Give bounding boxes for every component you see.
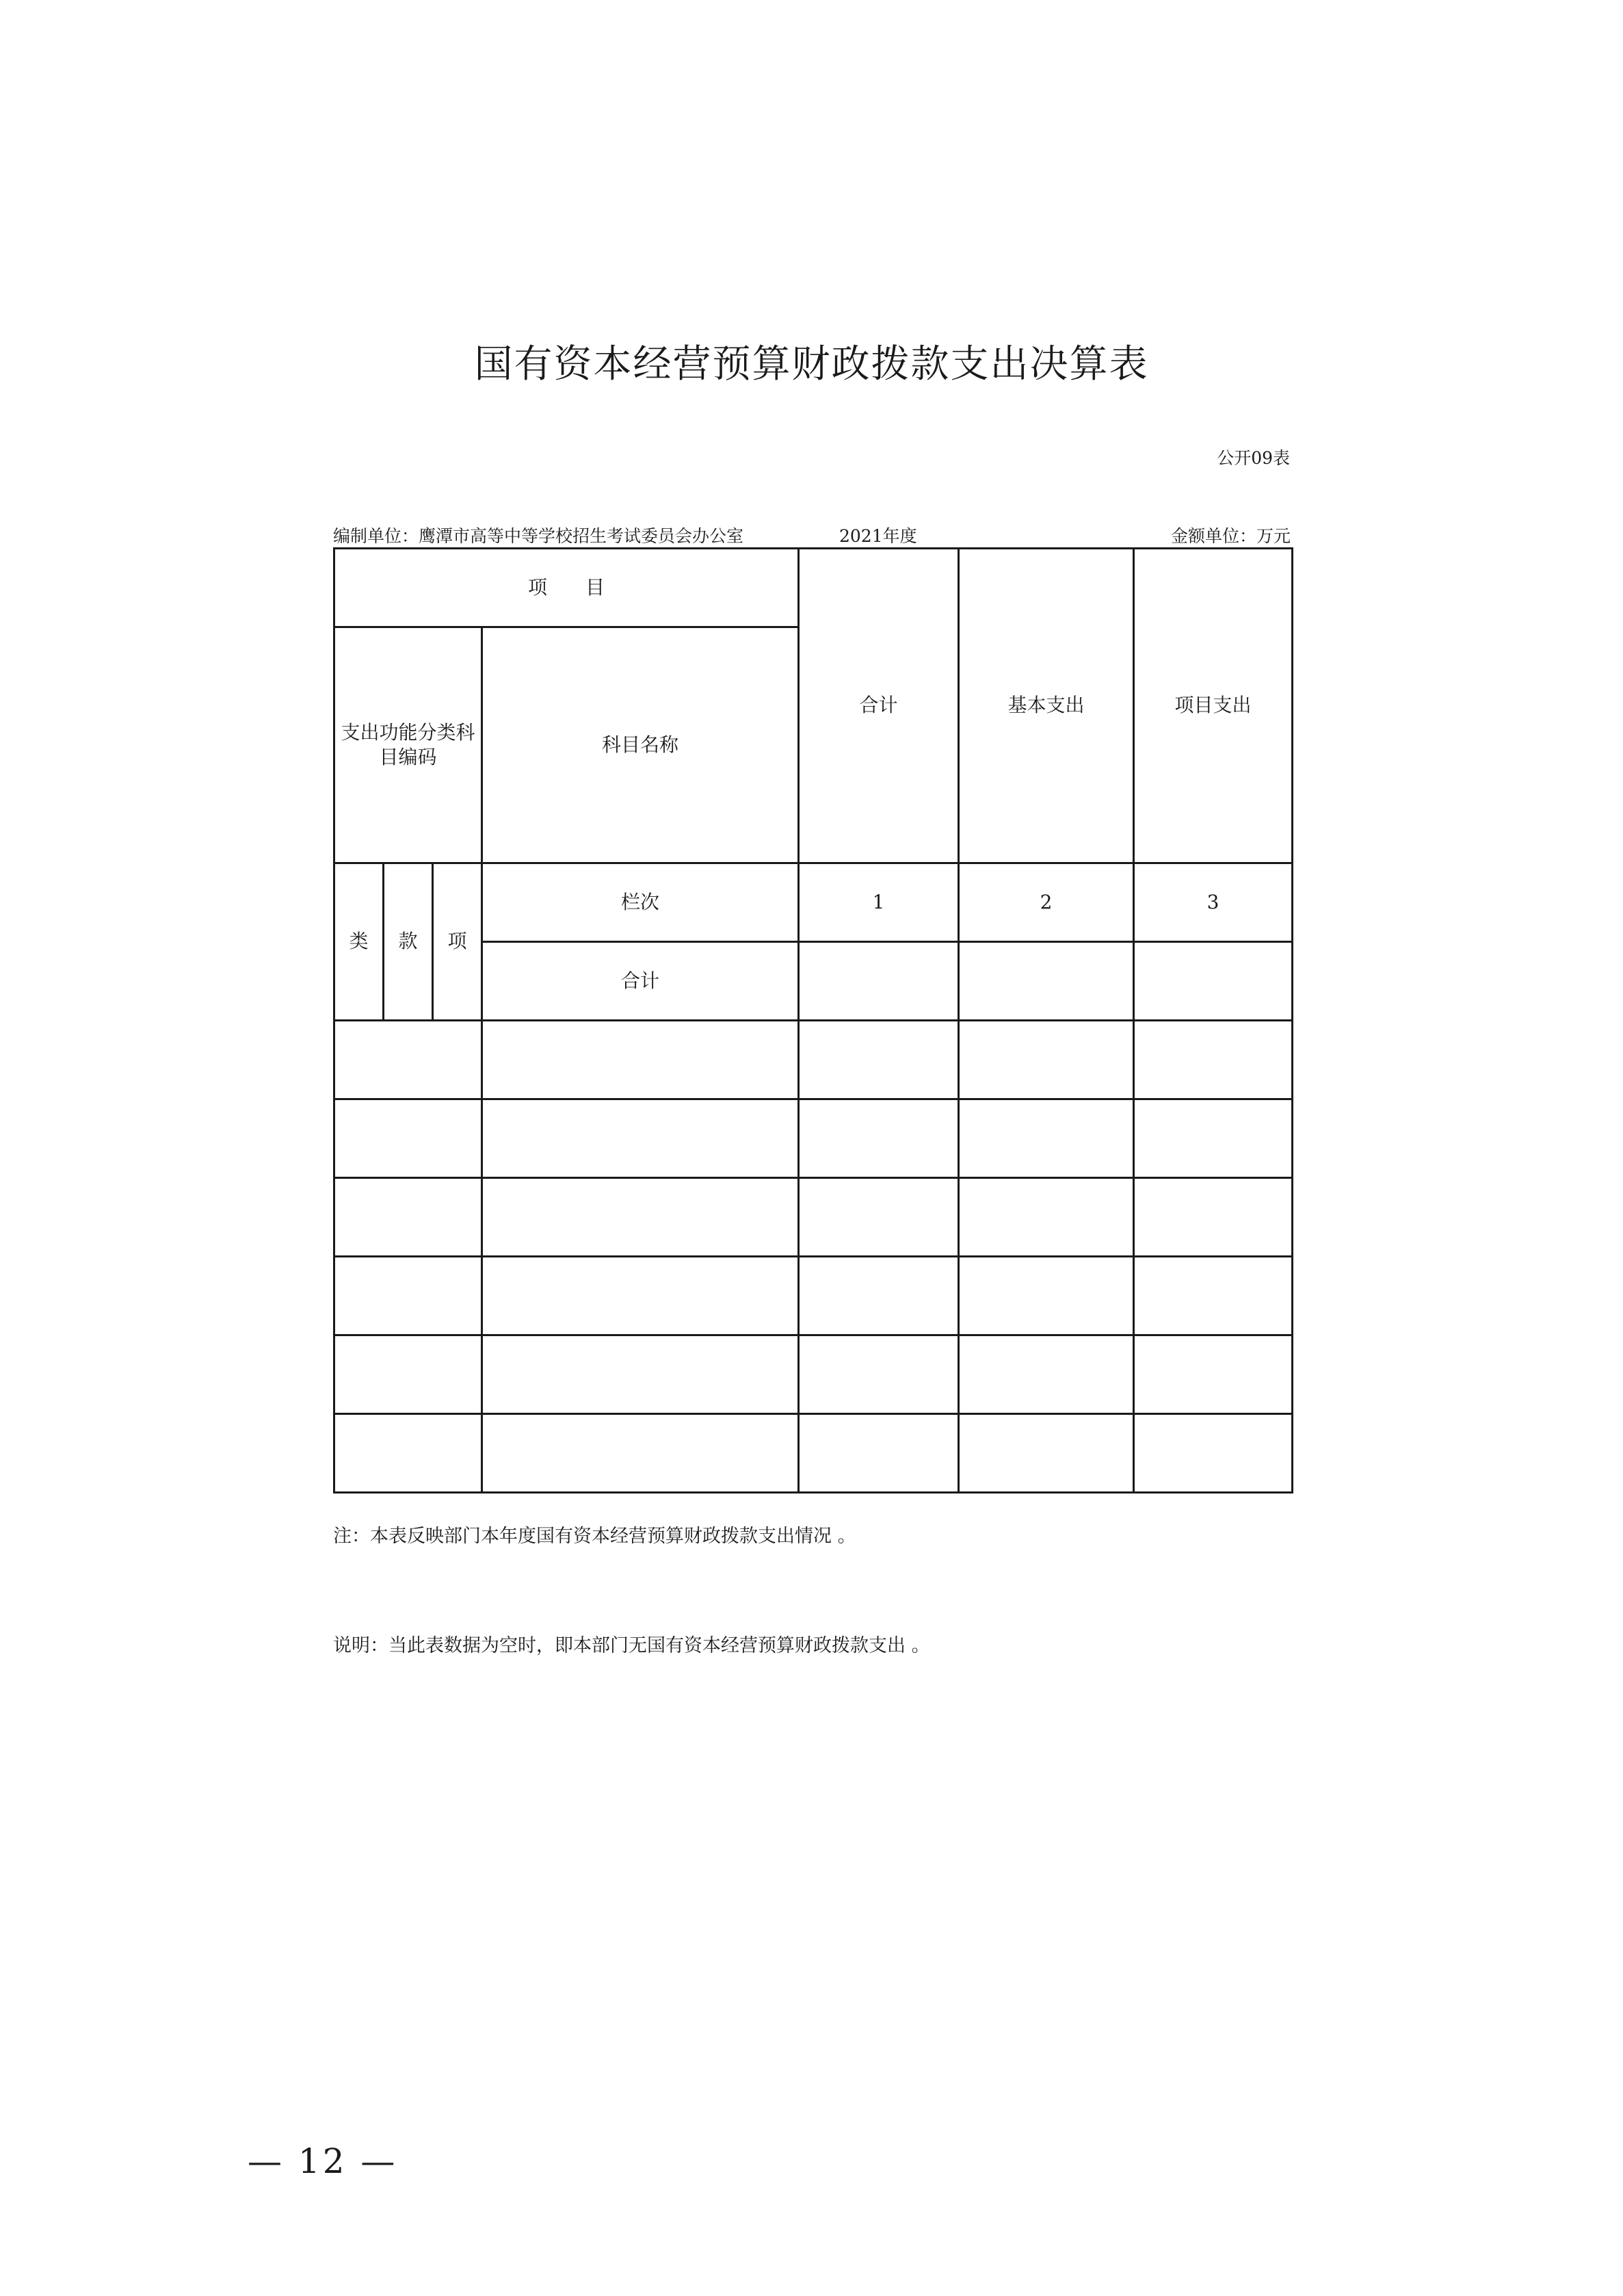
amount-unit: 金额单位：万元 [1170, 526, 1291, 546]
form-code: 公开09表 [1217, 448, 1290, 468]
empty-cell [799, 1099, 959, 1178]
page-number: — 12 — [248, 2141, 398, 2181]
table-row [334, 1414, 1293, 1493]
sub-header-lei: 类 [334, 863, 384, 1021]
fiscal-year: 2021年度 [839, 526, 917, 546]
empty-cell [799, 1335, 959, 1414]
empty-cell [1134, 1414, 1293, 1493]
row-column-3: 3 [1134, 863, 1293, 942]
empty-cell [482, 1257, 799, 1335]
header-subject-name: 科目名称 [482, 627, 799, 863]
table-row [334, 1335, 1293, 1414]
row-total-project [1134, 942, 1293, 1021]
sub-header-xiang: 项 [433, 863, 482, 1021]
header-project-expense: 项目支出 [1134, 549, 1293, 863]
empty-cell [959, 1021, 1134, 1099]
empty-cell [334, 1021, 482, 1099]
empty-cell [482, 1099, 799, 1178]
empty-cell [1134, 1257, 1293, 1335]
header-function-code-text: 支出功能分类科目编码 [341, 720, 475, 768]
empty-cell [334, 1335, 482, 1414]
empty-cell [1134, 1178, 1293, 1257]
page-title: 国有资本经营预算财政拨款支出决算表 [474, 342, 1149, 387]
empty-cell [334, 1414, 482, 1493]
budget-table [333, 547, 1293, 1493]
empty-cell [959, 1099, 1134, 1178]
empty-cell [1134, 1099, 1293, 1178]
empty-cell [959, 1414, 1134, 1493]
empty-cell [959, 1257, 1134, 1335]
row-total-basic [959, 942, 1134, 1021]
empty-cell [482, 1178, 799, 1257]
table-row [334, 1099, 1293, 1178]
row-total-label: 合计 [482, 942, 799, 1021]
empty-cell [334, 1257, 482, 1335]
empty-cell [799, 1021, 959, 1099]
empty-cell [799, 1414, 959, 1493]
empty-cell [482, 1414, 799, 1493]
header-function-code [334, 627, 482, 863]
empty-cell [482, 1335, 799, 1414]
row-column-label: 栏次 [482, 863, 799, 942]
row-total-sum [799, 942, 959, 1021]
header-item-cell: 项 目 [334, 549, 799, 627]
header-basic-expense: 基本支出 [959, 549, 1134, 863]
empty-cell [959, 1178, 1134, 1257]
empty-cell [334, 1178, 482, 1257]
note-explanation: 说明：当此表数据为空时，即本部门无国有资本经营预算财政拨款支出 。 [333, 1635, 930, 1656]
row-column-1: 1 [799, 863, 959, 942]
empty-cell [799, 1257, 959, 1335]
table-row [334, 1257, 1293, 1335]
meta-row [333, 523, 1291, 547]
table-row [334, 1178, 1293, 1257]
row-column-2: 2 [959, 863, 1134, 942]
empty-cell [1134, 1021, 1293, 1099]
empty-cell [482, 1021, 799, 1099]
empty-cell [799, 1178, 959, 1257]
note-description: 注：本表反映部门本年度国有资本经营预算财政拨款支出情况 。 [333, 1526, 856, 1547]
sub-header-kuan: 款 [384, 863, 433, 1021]
empty-cell [334, 1099, 482, 1178]
empty-cell [1134, 1335, 1293, 1414]
compiling-unit: 编制单位：鹰潭市高等中等学校招生考试委员会办公室 [333, 526, 744, 546]
table-row [334, 1021, 1293, 1099]
empty-cell [959, 1335, 1134, 1414]
header-total: 合计 [799, 549, 959, 863]
